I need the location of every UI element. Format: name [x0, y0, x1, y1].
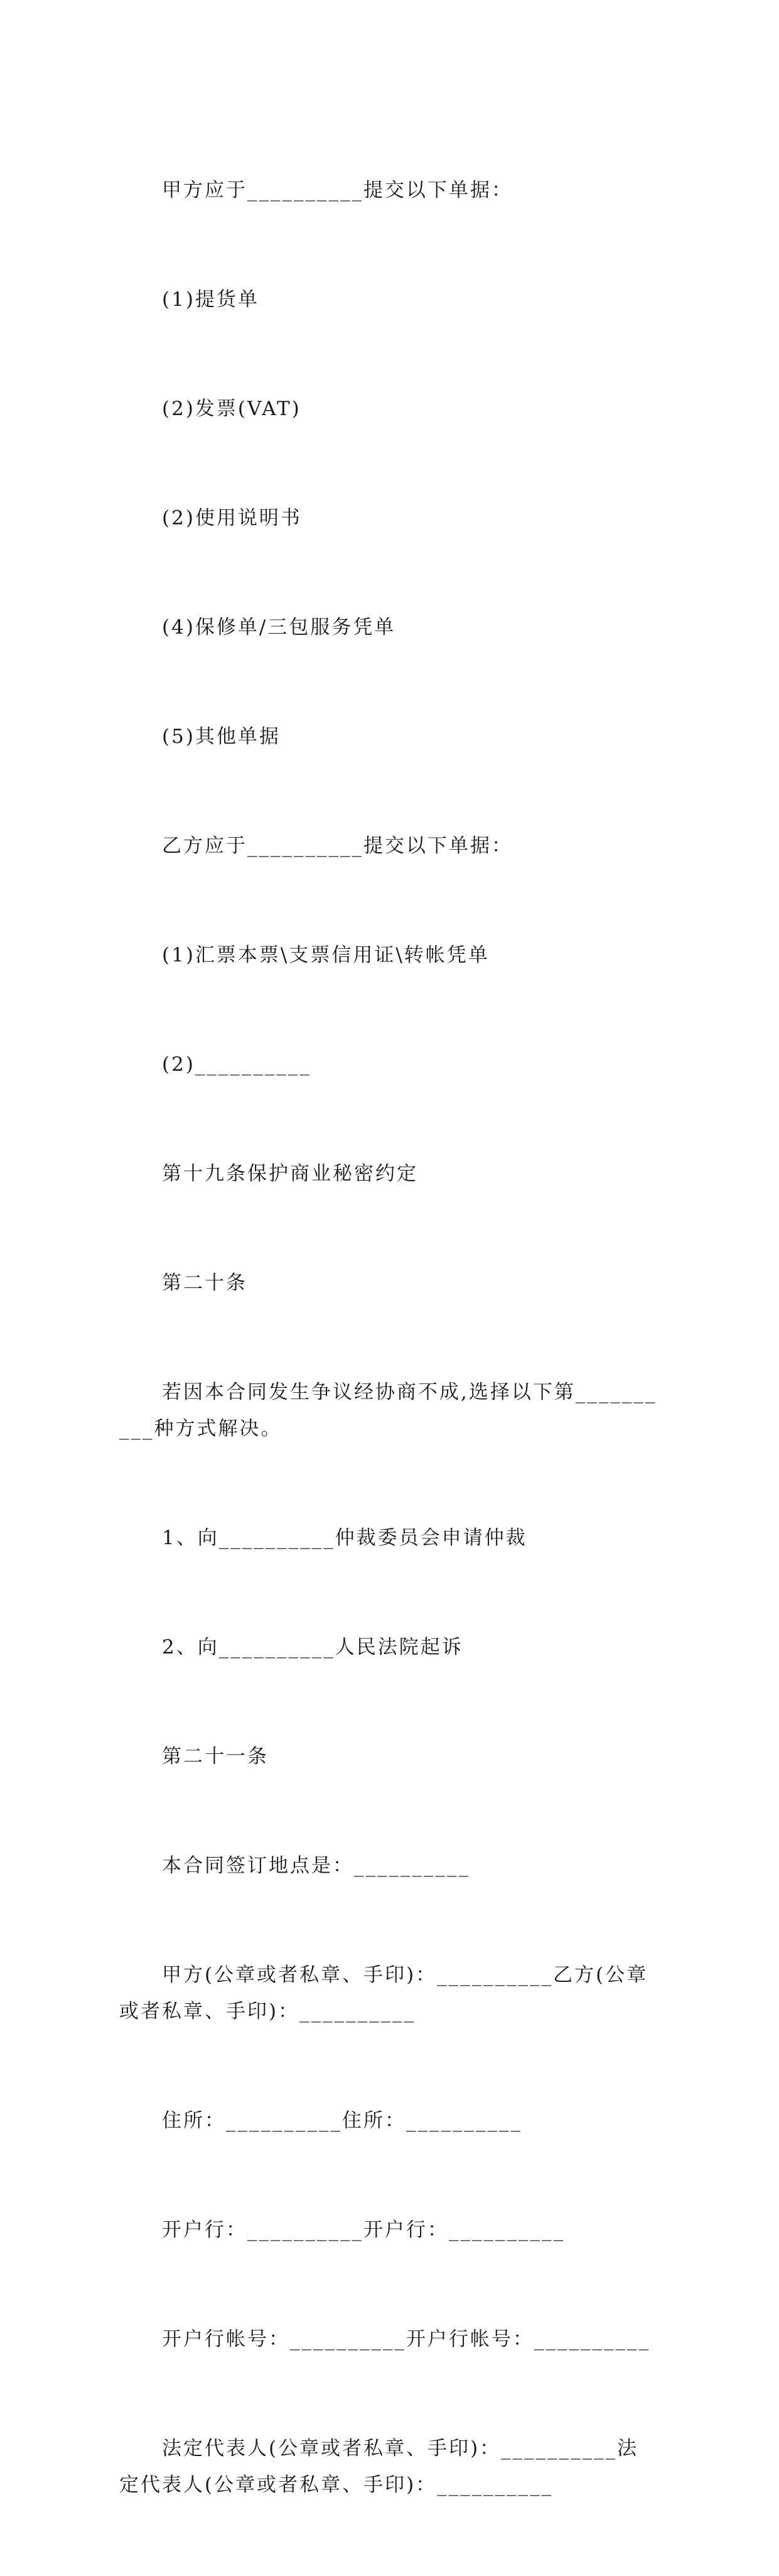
paragraph-dispute-resolution: 若因本合同发生争议经协商不成,选择以下第__________种方式解决。	[119, 1381, 657, 1440]
paragraph-addresses: 住所：__________住所：__________	[162, 2109, 522, 2132]
paragraph-party-a-documents: 甲方应于__________提交以下单据：	[162, 179, 513, 202]
paragraph-invoice: (2)发票(VAT)	[162, 398, 301, 420]
article-19-heading: 第十九条保护商业秘密约定	[162, 1162, 418, 1185]
paragraph-bank-accounts: 开户行帐号：__________开户行帐号：__________	[162, 2328, 650, 2351]
article-20-heading: 第二十条	[162, 1272, 247, 1294]
paragraph-signing-place: 本合同签订地点是：__________	[162, 1854, 470, 1877]
paragraph-party-b-documents: 乙方应于__________提交以下单据：	[162, 835, 513, 857]
paragraph-bill-of-lading: (1)提货单	[162, 288, 259, 311]
paragraph-signatures: 甲方(公章或者私章、手印)：__________乙方(公章或者私章、手印)：__________	[119, 1964, 648, 2023]
paragraph-party-b-item-2: (2)__________	[162, 1053, 311, 1076]
paragraph-legal-representatives: 法定代表人(公章或者私章、手印)：__________法定代表人(公章或者私章、手印)：__________	[119, 2437, 639, 2496]
article-21-heading: 第二十一条	[162, 1745, 269, 1768]
paragraph-litigation: 2、向__________人民法院起诉	[162, 1636, 463, 1659]
paragraph-payment-instruments: (1)汇票本票\支票信用证\转帐凭单	[162, 944, 490, 966]
paragraph-warranty: (4)保修单/三包服务凭单	[162, 616, 396, 639]
contract-body	[119, 99, 659, 2576]
paragraph-other-documents: (5)其他单据	[162, 725, 281, 748]
paragraph-manual: (2)使用说明书	[162, 507, 302, 529]
paragraph-banks: 开户行：__________开户行：__________	[162, 2219, 565, 2241]
paragraph-arbitration: 1、向__________仲裁委员会申请仲裁	[162, 1527, 527, 1549]
